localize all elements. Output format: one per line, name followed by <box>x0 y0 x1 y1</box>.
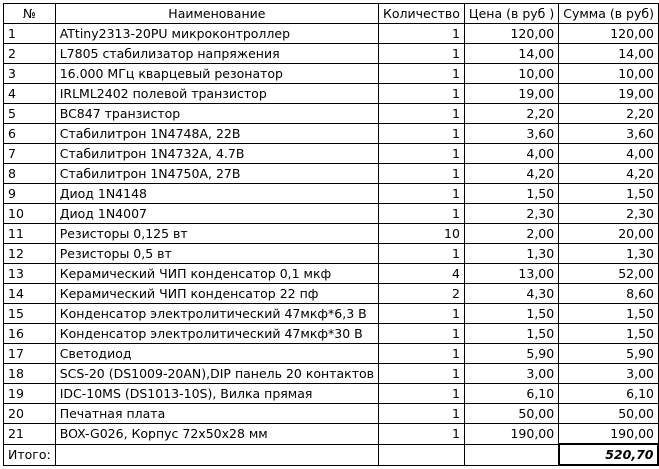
table-row <box>4 24 659 44</box>
table-row <box>4 304 659 324</box>
cell-price[interactable]: 6,10 <box>464 384 558 404</box>
cell-number[interactable]: 4 <box>4 84 56 104</box>
cell-quantity[interactable]: 1 <box>379 384 465 404</box>
cell-sum[interactable]: 3,00 <box>559 364 659 384</box>
cell-price[interactable]: 10,00 <box>464 64 558 84</box>
cell-sum[interactable]: 2,20 <box>559 104 659 124</box>
cell-sum[interactable]: 20,00 <box>559 224 659 244</box>
bill-of-materials-table <box>3 3 659 466</box>
cell-quantity[interactable]: 1 <box>379 324 465 344</box>
cell-price[interactable]: 1,50 <box>464 324 558 344</box>
table-row <box>4 324 659 344</box>
cell-sum[interactable]: 8,60 <box>559 284 659 304</box>
cell-sum[interactable]: 5,90 <box>559 344 659 364</box>
cell-price[interactable]: 50,00 <box>464 404 558 424</box>
cell-sum[interactable]: 120,00 <box>559 24 659 44</box>
cell-name[interactable]: BC847 транзистор <box>55 104 378 124</box>
total-blank-cell[interactable] <box>464 444 558 465</box>
cell-quantity[interactable]: 1 <box>379 304 465 324</box>
table-row <box>4 124 659 144</box>
cell-price[interactable]: 120,00 <box>464 24 558 44</box>
cell-price[interactable]: 190,00 <box>464 424 558 445</box>
cell-name[interactable]: IDC-10MS (DS1013-10S), Вилка прямая <box>55 384 378 404</box>
cell-name[interactable]: BOX-G026, Корпус 72x50x28 мм <box>55 424 378 445</box>
cell-quantity[interactable]: 1 <box>379 424 465 445</box>
cell-quantity[interactable]: 1 <box>379 184 465 204</box>
cell-quantity[interactable]: 1 <box>379 344 465 364</box>
cell-number[interactable]: 20 <box>4 404 56 424</box>
cell-name[interactable]: Керамический ЧИП конденсатор 22 пф <box>55 284 378 304</box>
cell-price[interactable]: 5,90 <box>464 344 558 364</box>
cell-name[interactable]: Печатная плата <box>55 404 378 424</box>
cell-sum[interactable]: 1,50 <box>559 184 659 204</box>
table-row <box>4 144 659 164</box>
cell-name[interactable]: Резисторы 0,5 вт <box>55 244 378 264</box>
header-name[interactable]: Наименование <box>55 4 378 24</box>
cell-price[interactable]: 2,30 <box>464 204 558 224</box>
table-row <box>4 224 659 244</box>
table-row <box>4 104 659 124</box>
table-row <box>4 344 659 364</box>
total-label[interactable]: Итого: <box>4 444 56 465</box>
cell-sum[interactable]: 1,30 <box>559 244 659 264</box>
cell-quantity[interactable]: 1 <box>379 364 465 384</box>
table-row <box>4 404 659 424</box>
cell-name[interactable]: Стабилитрон 1N4750A, 27В <box>55 164 378 184</box>
cell-number[interactable]: 13 <box>4 264 56 284</box>
cell-number[interactable]: 3 <box>4 64 56 84</box>
cell-quantity[interactable]: 1 <box>379 124 465 144</box>
cell-price[interactable]: 3,60 <box>464 124 558 144</box>
cell-sum[interactable]: 50,00 <box>559 404 659 424</box>
cell-sum[interactable]: 190,00 <box>559 424 659 445</box>
table-row <box>4 424 659 445</box>
cell-quantity[interactable]: 1 <box>379 204 465 224</box>
cell-quantity[interactable]: 1 <box>379 164 465 184</box>
cell-sum[interactable]: 1,50 <box>559 304 659 324</box>
table-row <box>4 384 659 404</box>
cell-sum[interactable]: 3,60 <box>559 124 659 144</box>
cell-number[interactable]: 15 <box>4 304 56 324</box>
cell-number[interactable]: 6 <box>4 124 56 144</box>
header-number[interactable]: № <box>4 4 56 24</box>
cell-number[interactable]: 16 <box>4 324 56 344</box>
table-row <box>4 244 659 264</box>
cell-name[interactable]: SCS-20 (DS1009-20AN),DIP панель 20 контактов <box>55 364 378 384</box>
header-price[interactable]: Цена (в руб ) <box>464 4 558 24</box>
table-row <box>4 204 659 224</box>
header-sum[interactable]: Сумма (в руб) <box>559 4 659 24</box>
cell-sum[interactable]: 52,00 <box>559 264 659 284</box>
cell-price[interactable]: 4,30 <box>464 284 558 304</box>
cell-name[interactable]: Керамический ЧИП конденсатор 0,1 мкф <box>55 264 378 284</box>
cell-number[interactable]: 17 <box>4 344 56 364</box>
total-value[interactable]: 520,70 <box>559 444 659 465</box>
cell-price[interactable]: 1,50 <box>464 184 558 204</box>
cell-number[interactable]: 12 <box>4 244 56 264</box>
table-row <box>4 264 659 284</box>
cell-number[interactable]: 19 <box>4 384 56 404</box>
table-row <box>4 64 659 84</box>
cell-name[interactable]: Резисторы 0,125 вт <box>55 224 378 244</box>
cell-name[interactable]: ATtiny2313-20PU микроконтроллер <box>55 24 378 44</box>
cell-price[interactable]: 2,20 <box>464 104 558 124</box>
cell-sum[interactable]: 4,20 <box>559 164 659 184</box>
header-row <box>4 4 659 24</box>
cell-number[interactable]: 1 <box>4 24 56 44</box>
cell-number[interactable]: 9 <box>4 184 56 204</box>
header-quantity[interactable]: Количество <box>379 4 465 24</box>
cell-name[interactable]: 16.000 МГц кварцевый резонатор <box>55 64 378 84</box>
cell-name[interactable]: Стабилитрон 1N4748A, 22В <box>55 124 378 144</box>
cell-number[interactable]: 14 <box>4 284 56 304</box>
table-row <box>4 44 659 64</box>
cell-sum[interactable]: 2,30 <box>559 204 659 224</box>
cell-price[interactable]: 3,00 <box>464 364 558 384</box>
cell-price[interactable]: 19,00 <box>464 84 558 104</box>
cell-number[interactable]: 5 <box>4 104 56 124</box>
cell-number[interactable]: 2 <box>4 44 56 64</box>
cell-sum[interactable]: 4,00 <box>559 144 659 164</box>
cell-quantity[interactable]: 2 <box>379 284 465 304</box>
cell-quantity[interactable]: 1 <box>379 144 465 164</box>
cell-price[interactable]: 4,20 <box>464 164 558 184</box>
cell-quantity[interactable]: 1 <box>379 44 465 64</box>
table-row <box>4 284 659 304</box>
cell-quantity[interactable]: 1 <box>379 64 465 84</box>
cell-quantity[interactable]: 1 <box>379 404 465 424</box>
table-row <box>4 164 659 184</box>
table-row <box>4 184 659 204</box>
cell-price[interactable]: 13,00 <box>464 264 558 284</box>
cell-quantity[interactable]: 1 <box>379 104 465 124</box>
cell-name[interactable]: Стабилитрон 1N4732A, 4.7В <box>55 144 378 164</box>
cell-number[interactable]: 11 <box>4 224 56 244</box>
cell-sum[interactable]: 14,00 <box>559 44 659 64</box>
cell-name[interactable]: L7805 стабилизатор напряжения <box>55 44 378 64</box>
cell-price[interactable]: 1,50 <box>464 304 558 324</box>
cell-number[interactable]: 21 <box>4 424 56 445</box>
cell-price[interactable]: 2,00 <box>464 224 558 244</box>
cell-sum[interactable]: 10,00 <box>559 64 659 84</box>
cell-price[interactable]: 14,00 <box>464 44 558 64</box>
total-blank-cell[interactable] <box>55 444 378 465</box>
table-row <box>4 364 659 384</box>
cell-sum[interactable]: 19,00 <box>559 84 659 104</box>
cell-number[interactable]: 7 <box>4 144 56 164</box>
cell-name[interactable]: IRLML2402 полевой транзистор <box>55 84 378 104</box>
cell-name[interactable]: Диод 1N4007 <box>55 204 378 224</box>
cell-name[interactable]: Конденсатор электролитический 47мкф*6,3 В <box>55 304 378 324</box>
cell-number[interactable]: 8 <box>4 164 56 184</box>
cell-price[interactable]: 1,30 <box>464 244 558 264</box>
cell-price[interactable]: 4,00 <box>464 144 558 164</box>
cell-number[interactable]: 10 <box>4 204 56 224</box>
cell-quantity[interactable]: 4 <box>379 264 465 284</box>
cell-name[interactable]: Конденсатор электролитический 47мкф*30 В <box>55 324 378 344</box>
cell-quantity[interactable]: 1 <box>379 244 465 264</box>
cell-quantity[interactable]: 1 <box>379 24 465 44</box>
cell-number[interactable]: 18 <box>4 364 56 384</box>
cell-name[interactable]: Светодиод <box>55 344 378 364</box>
table-row <box>4 84 659 104</box>
cell-name[interactable]: Диод 1N4148 <box>55 184 378 204</box>
cell-quantity[interactable]: 10 <box>379 224 465 244</box>
cell-quantity[interactable]: 1 <box>379 84 465 104</box>
cell-sum[interactable]: 6,10 <box>559 384 659 404</box>
total-row <box>4 444 659 465</box>
total-blank-cell[interactable] <box>379 444 465 465</box>
cell-sum[interactable]: 1,50 <box>559 324 659 344</box>
